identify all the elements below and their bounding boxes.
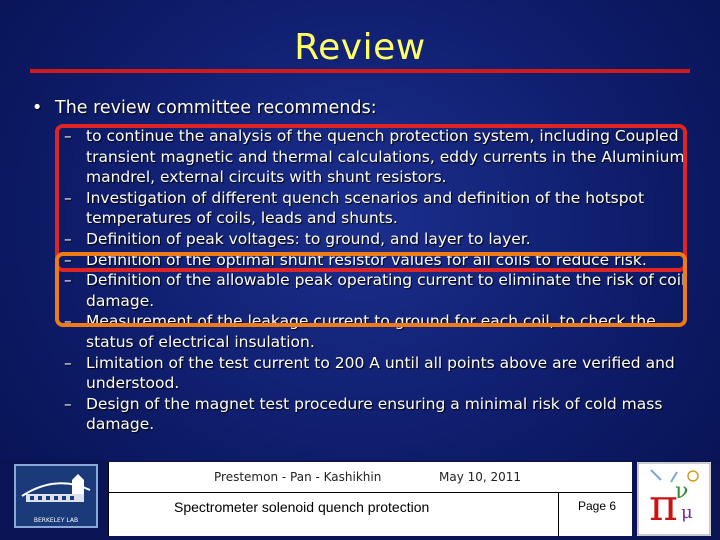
- list-item-text: Measurement of the leakage current to ground for each coil, to check the status of electrical insulation.: [86, 312, 656, 351]
- logo-text: BERKELEY LAB: [33, 517, 79, 524]
- list-item-text: Investigation of different quench scenarios and definition of the hotspot temperatures of coils, leads and shunts.: [86, 188, 645, 228]
- list-item-text: Definition of the optimal shunt resistor values for all coils to reduce risk.: [86, 250, 647, 269]
- list-item-text: Limitation of the test current to 200 A until all points above are verified and understood.: [86, 353, 675, 393]
- footer-date: May 10, 2011: [439, 470, 522, 484]
- footer-divider: [108, 462, 109, 536]
- dash-icon: –: [64, 188, 72, 207]
- list-item: [64, 394, 690, 435]
- list-item: [64, 353, 690, 394]
- page-number: Page 6: [578, 499, 617, 513]
- lab-building-icon: [16, 466, 96, 516]
- list-item-text: Definition of the allowable peak operating current to eliminate the risk of coil damage.: [86, 271, 686, 310]
- pi-mu-icon: [637, 462, 711, 536]
- footer-info-panel: [108, 462, 632, 536]
- dash-icon: –: [64, 250, 72, 269]
- bullet-icon: •: [32, 98, 43, 118]
- svg-text:μ: μ: [681, 502, 693, 523]
- title-underline: [30, 69, 690, 73]
- slide-title: Review: [294, 27, 426, 68]
- list-item-text: Design of the magnet test procedure ensuring a minimal risk of cold mass damage.: [86, 394, 663, 434]
- footer-divider: [108, 492, 632, 493]
- dash-icon: –: [64, 229, 72, 248]
- footer-authors: Prestemon - Pan - Kashikhin: [214, 470, 382, 484]
- dash-icon: –: [64, 127, 72, 145]
- highlight-box-orange: [55, 252, 687, 327]
- footer-divider: [558, 492, 559, 536]
- main-bullet-text: The review committee recommends:: [55, 98, 377, 118]
- mice-logo: [637, 462, 711, 536]
- svg-text:ν: ν: [675, 479, 689, 504]
- dash-icon: –: [64, 353, 72, 372]
- berkeley-lab-logo: [14, 464, 98, 528]
- dash-icon: –: [64, 312, 72, 331]
- dash-icon: –: [64, 394, 72, 413]
- list-item-text: to continue the analysis of the quench protection system, including Coupled transient magnetic and thermal calculations, eddy currents in the Aluminium mandrel, external circuits with shunt resistors.: [86, 127, 685, 187]
- dash-icon: –: [64, 271, 72, 290]
- svg-text:π: π: [649, 480, 678, 531]
- list-item-text: Definition of peak voltages: to ground, and layer to layer.: [86, 229, 531, 248]
- footer-presentation-title: Spectrometer solenoid quench protection: [174, 499, 430, 515]
- highlight-box-red: [55, 124, 687, 272]
